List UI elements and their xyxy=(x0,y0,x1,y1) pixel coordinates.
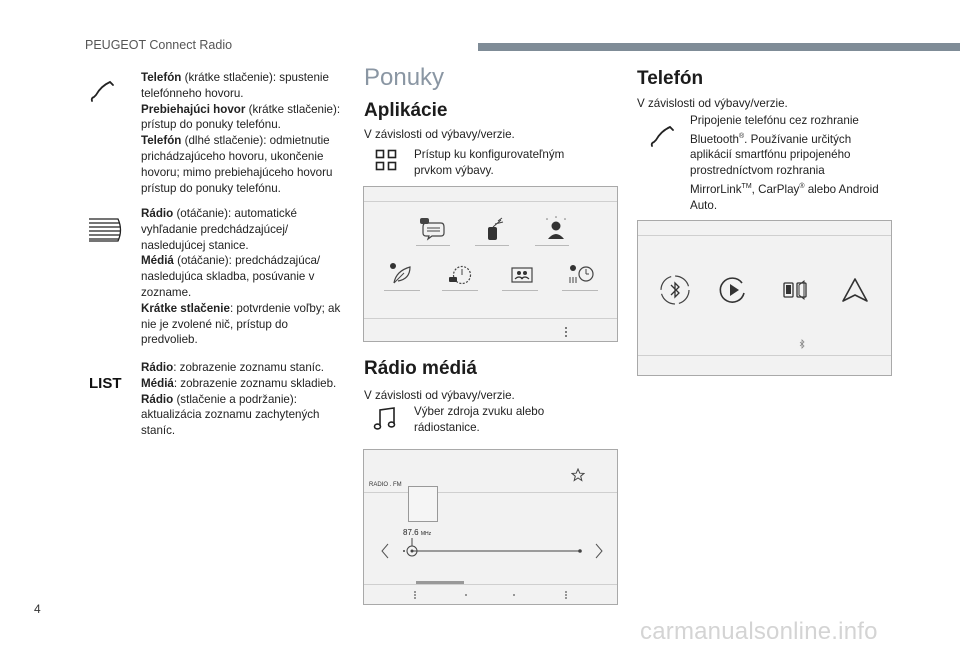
android-auto-icon[interactable] xyxy=(838,273,872,307)
media-description: Výber zdroja zvuku alebo rádiostanice. xyxy=(414,405,545,434)
header-bar xyxy=(478,43,960,51)
watermark: carmanualsonline.info xyxy=(640,618,878,645)
rotary-knob-icon xyxy=(86,217,124,243)
more-options-icon[interactable] xyxy=(564,326,568,338)
rotary-knob-description: Rádio (otáčanie): automatické vyhľadanie predchádzajúcej/ nasledujúcej stanice. Médiá (otáčanie): predchádzajúca/ nasledujúca skladba, posúvanie v zozname. Krátke stlačenie: potvrdenie voľby; ak nie je zvolené nič, prístup do predvolieb. xyxy=(141,207,341,347)
telefon-description: Pripojenie telefónu cez rozhranie Bluetooth®. Používanie určitých aplikácií smartfónu pripojeného prostredníctvom rozhrania MirrorLink™, CarPlay® alebo Android Auto. xyxy=(690,114,879,212)
app-tile-profile-icon[interactable] xyxy=(539,214,573,246)
bluetooth-connect-icon[interactable] xyxy=(658,273,692,307)
running-title: PEUGEOT Connect Radio xyxy=(85,38,233,52)
list-description: Rádio: zobrazenie zoznamu staníc. Médiá: zobrazenie zoznamu skladieb. Rádio (stlačenie a podržanie): aktualizácia zoznamu zachytených staníc. xyxy=(141,361,337,438)
list-button-label: LIST xyxy=(89,375,122,392)
media-intro: V závislosti od výbavy/verzie. xyxy=(364,389,515,402)
apps-grid-icon xyxy=(375,149,397,171)
radio-band-label: RADIO . FM xyxy=(369,482,402,488)
screen-bottom-line xyxy=(364,318,617,319)
telefon-screen xyxy=(637,220,892,376)
radio-screen xyxy=(363,449,618,605)
heading-radio-media: Rádio médiá xyxy=(364,358,477,379)
apps-screen xyxy=(363,186,618,342)
app-tile-connectivity-icon[interactable] xyxy=(481,214,509,246)
phone-description: Telefón (krátke stlačenie): spustenie telefónneho hovoru. Prebiehajúci hovor (krátke stlačenie): prístup do ponuky telefónu. Telefón (dlhé stlačenie): odmietnutie prichádzajúceho hovoru, ukončenie hovoru; mimo prebiehajúceho hovoru prístup do ponuky telefónu. xyxy=(141,71,341,195)
phone-icon xyxy=(86,76,118,108)
music-note-icon xyxy=(372,406,400,432)
carplay-icon[interactable] xyxy=(716,273,750,307)
radio-toolbar[interactable] xyxy=(413,590,573,600)
section-title-ponuky: Ponuky xyxy=(364,64,445,91)
active-tab-indicator xyxy=(416,581,464,584)
app-tile-eco-icon[interactable] xyxy=(386,259,418,291)
bluetooth-status-icon xyxy=(798,339,806,349)
phone-icon-telefon xyxy=(646,121,678,153)
screen-top-line xyxy=(364,201,617,202)
apps-description: Prístup ku konfigurovateľným prvkom výbavy. xyxy=(414,148,565,177)
favorite-star-icon[interactable] xyxy=(571,468,585,482)
app-tile-heating-timer-icon[interactable] xyxy=(564,259,598,291)
tuning-slider[interactable] xyxy=(374,538,610,564)
app-tile-timer-icon[interactable] xyxy=(444,259,476,291)
app-tile-contacts-icon[interactable] xyxy=(506,259,538,291)
heading-aplikacie: Aplikácie xyxy=(364,100,448,121)
frequency-readout: 87.6 MHz xyxy=(403,528,432,537)
station-artwork xyxy=(408,486,438,522)
app-tile-messages-icon[interactable] xyxy=(416,214,450,246)
apps-intro: V závislosti od výbavy/verzie. xyxy=(364,128,515,141)
mirrorlink-icon[interactable] xyxy=(778,273,812,307)
heading-telefon: Telefón xyxy=(637,68,704,89)
telefon-intro: V závislosti od výbavy/verzie. xyxy=(637,97,788,110)
page-number: 4 xyxy=(34,602,41,616)
